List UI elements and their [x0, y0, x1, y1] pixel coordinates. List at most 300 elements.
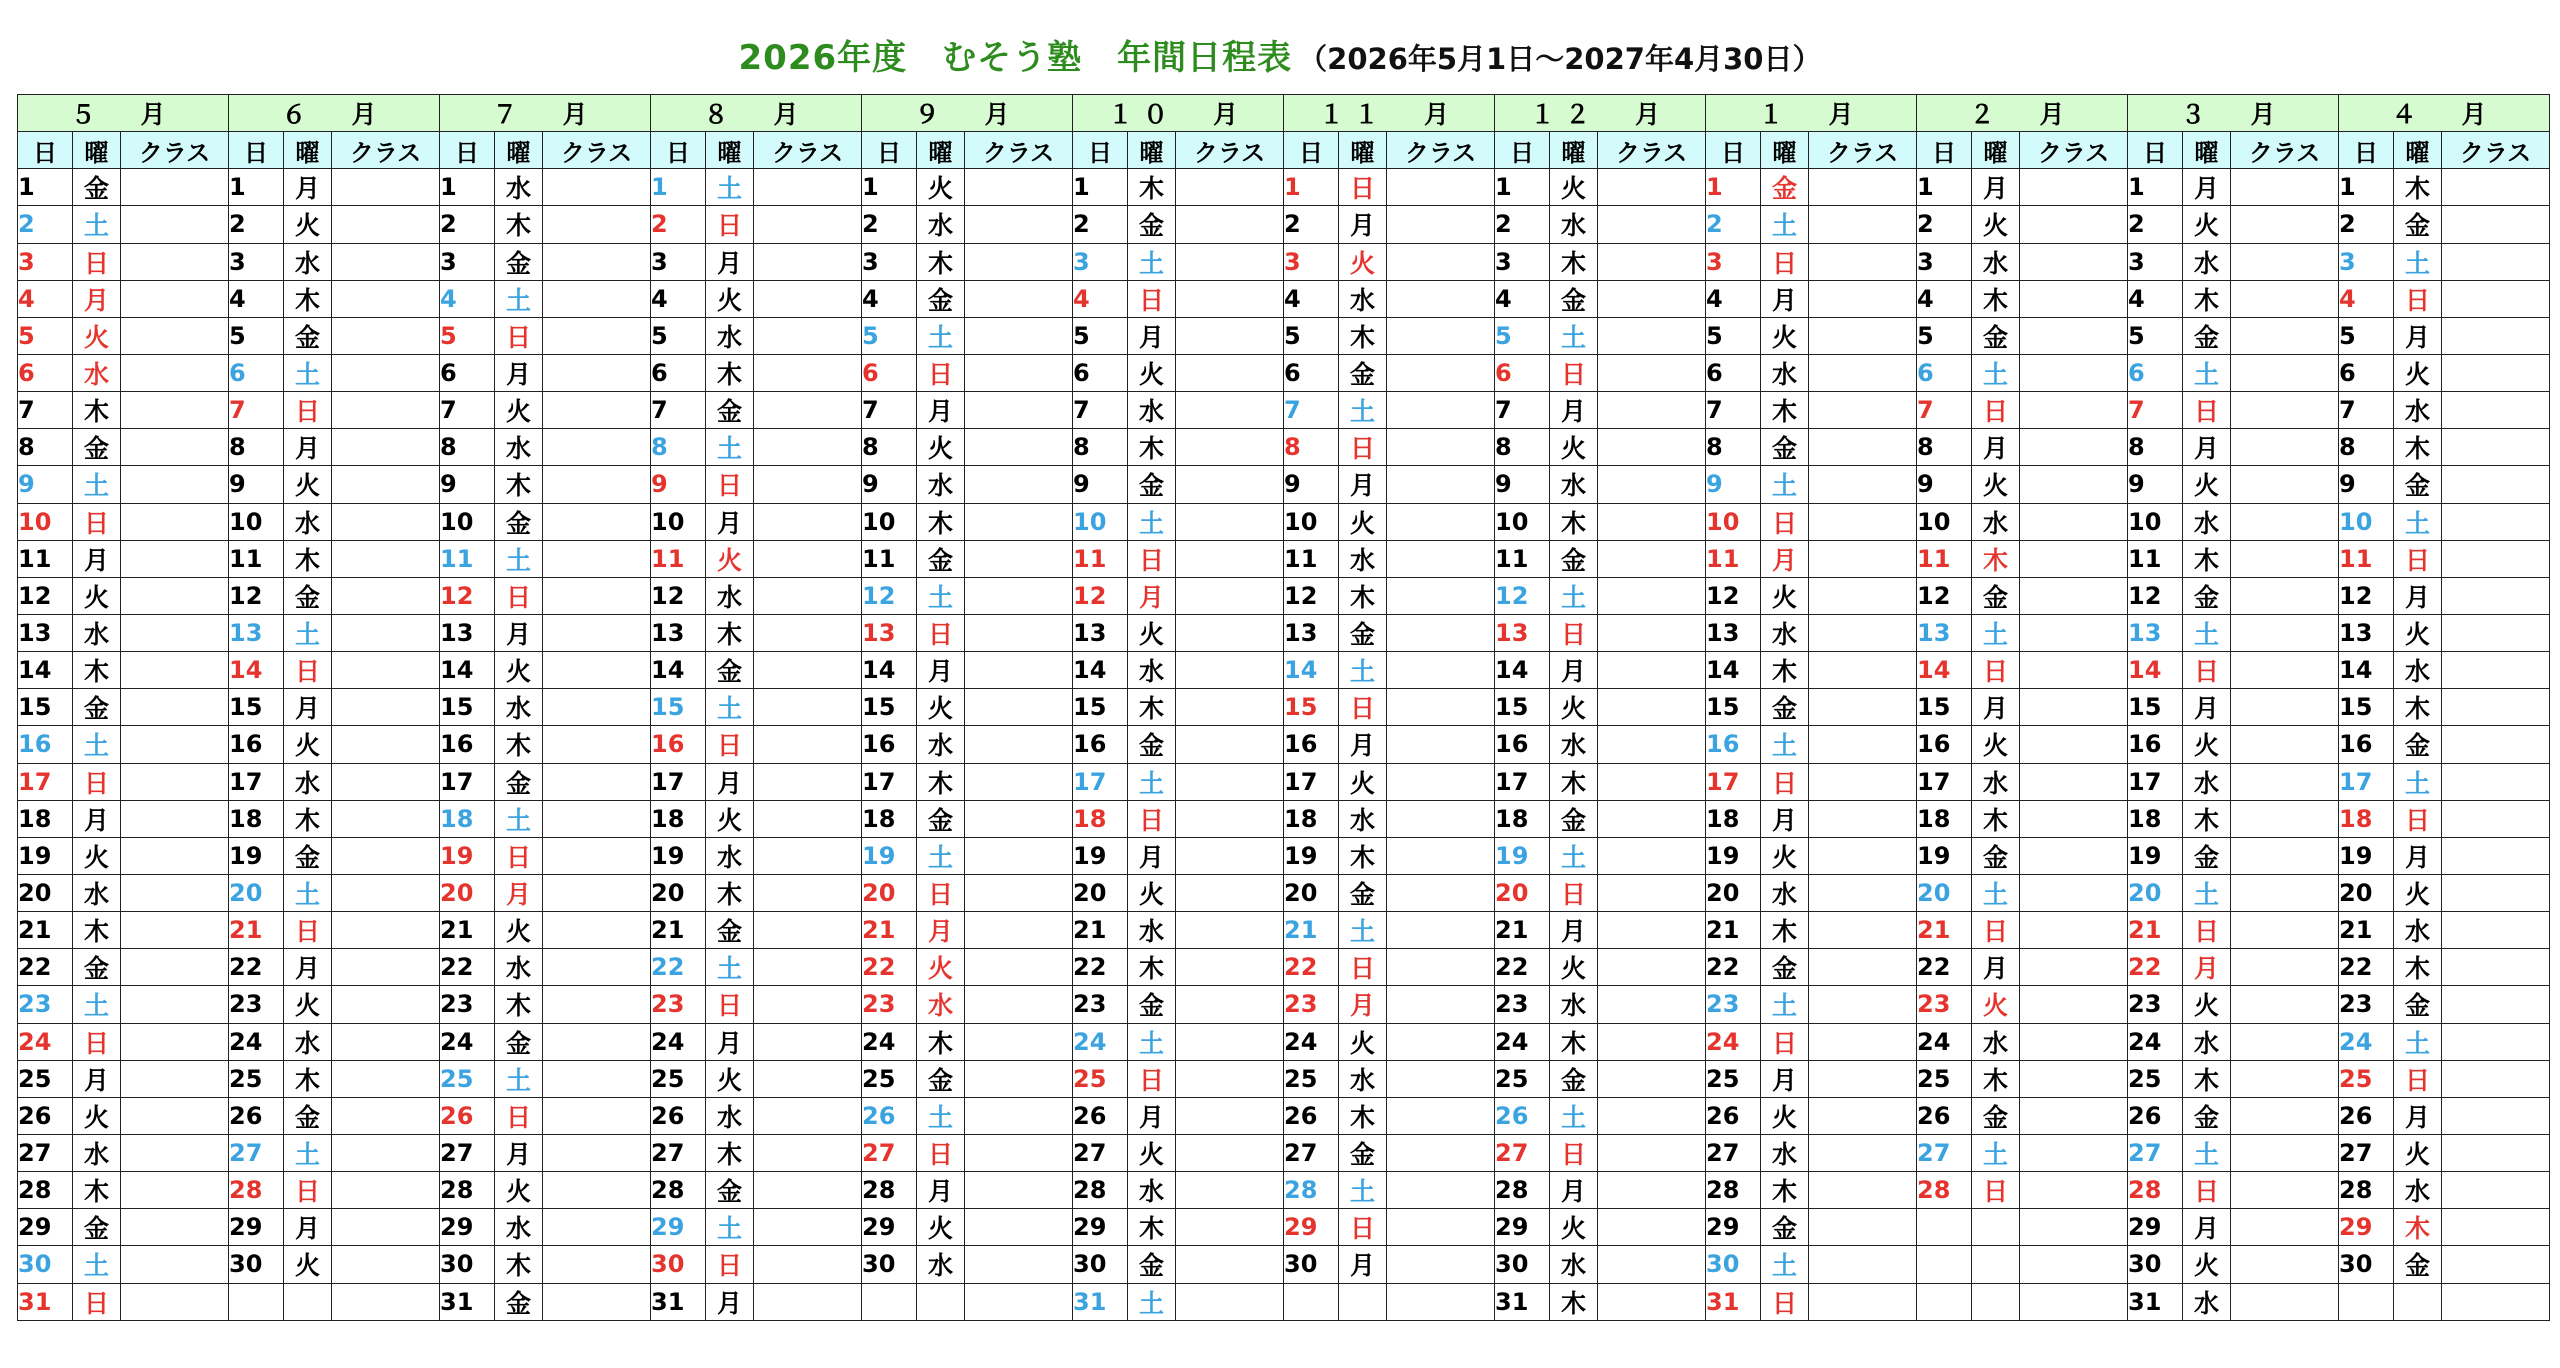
- class-cell[interactable]: [2020, 763, 2128, 800]
- class-cell[interactable]: [965, 837, 1073, 874]
- class-cell[interactable]: [2231, 837, 2339, 874]
- class-cell[interactable]: [1176, 1097, 1284, 1134]
- class-cell[interactable]: [543, 503, 651, 540]
- class-cell[interactable]: [121, 689, 229, 726]
- class-cell[interactable]: [754, 1209, 862, 1246]
- class-cell[interactable]: [965, 726, 1073, 763]
- class-cell[interactable]: [754, 540, 862, 577]
- class-cell[interactable]: [965, 1172, 1073, 1209]
- class-cell[interactable]: [1809, 614, 1917, 651]
- class-cell[interactable]: [754, 689, 862, 726]
- class-cell[interactable]: [1809, 243, 1917, 280]
- class-cell[interactable]: [1176, 206, 1284, 243]
- class-cell[interactable]: [1176, 1060, 1284, 1097]
- class-cell[interactable]: [965, 986, 1073, 1023]
- class-cell[interactable]: [1809, 689, 1917, 726]
- class-cell[interactable]: [121, 206, 229, 243]
- class-cell[interactable]: [1809, 763, 1917, 800]
- class-cell[interactable]: [1176, 577, 1284, 614]
- class-cell[interactable]: [2020, 1172, 2128, 1209]
- class-cell[interactable]: [2231, 800, 2339, 837]
- class-cell[interactable]: [543, 986, 651, 1023]
- class-cell[interactable]: [1387, 354, 1495, 391]
- class-cell[interactable]: [1387, 986, 1495, 1023]
- class-cell[interactable]: [2231, 1283, 2339, 1320]
- class-cell[interactable]: [543, 280, 651, 317]
- class-cell[interactable]: [332, 986, 440, 1023]
- class-cell[interactable]: [332, 614, 440, 651]
- class-cell[interactable]: [2231, 1134, 2339, 1171]
- class-cell[interactable]: [1387, 1134, 1495, 1171]
- class-cell[interactable]: [1598, 763, 1706, 800]
- class-cell[interactable]: [2442, 614, 2550, 651]
- class-cell[interactable]: [2442, 986, 2550, 1023]
- class-cell[interactable]: [2020, 912, 2128, 949]
- class-cell[interactable]: [543, 577, 651, 614]
- class-cell[interactable]: [543, 874, 651, 911]
- class-cell[interactable]: [121, 652, 229, 689]
- class-cell[interactable]: [2231, 466, 2339, 503]
- class-cell[interactable]: [332, 1134, 440, 1171]
- class-cell[interactable]: [1809, 1283, 1917, 1320]
- class-cell[interactable]: [332, 689, 440, 726]
- class-cell[interactable]: [2442, 1134, 2550, 1171]
- class-cell[interactable]: [2442, 466, 2550, 503]
- class-cell[interactable]: [1809, 503, 1917, 540]
- class-cell[interactable]: [754, 243, 862, 280]
- class-cell[interactable]: [2442, 837, 2550, 874]
- class-cell[interactable]: [965, 1134, 1073, 1171]
- class-cell[interactable]: [121, 874, 229, 911]
- class-cell[interactable]: [754, 577, 862, 614]
- class-cell[interactable]: [543, 614, 651, 651]
- class-cell[interactable]: [543, 837, 651, 874]
- class-cell[interactable]: [1387, 949, 1495, 986]
- class-cell[interactable]: [121, 800, 229, 837]
- class-cell[interactable]: [754, 354, 862, 391]
- class-cell[interactable]: [1809, 466, 1917, 503]
- class-cell[interactable]: [121, 1283, 229, 1320]
- class-cell[interactable]: [2231, 577, 2339, 614]
- class-cell[interactable]: [543, 1060, 651, 1097]
- class-cell[interactable]: [1598, 837, 1706, 874]
- class-cell[interactable]: [754, 1060, 862, 1097]
- class-cell[interactable]: [2442, 800, 2550, 837]
- class-cell[interactable]: [1387, 169, 1495, 206]
- class-cell[interactable]: [332, 466, 440, 503]
- class-cell[interactable]: [543, 1023, 651, 1060]
- class-cell[interactable]: [1176, 354, 1284, 391]
- class-cell[interactable]: [754, 1172, 862, 1209]
- class-cell[interactable]: [332, 1172, 440, 1209]
- class-cell[interactable]: [332, 354, 440, 391]
- class-cell[interactable]: [1809, 169, 1917, 206]
- class-cell[interactable]: [2442, 1246, 2550, 1283]
- class-cell[interactable]: [2442, 540, 2550, 577]
- class-cell[interactable]: [1387, 800, 1495, 837]
- class-cell[interactable]: [2231, 317, 2339, 354]
- class-cell[interactable]: [1387, 392, 1495, 429]
- class-cell[interactable]: [2020, 206, 2128, 243]
- class-cell[interactable]: [1809, 986, 1917, 1023]
- class-cell[interactable]: [754, 1246, 862, 1283]
- class-cell[interactable]: [543, 726, 651, 763]
- class-cell[interactable]: [965, 392, 1073, 429]
- class-cell[interactable]: [1598, 243, 1706, 280]
- class-cell[interactable]: [1598, 800, 1706, 837]
- class-cell[interactable]: [1176, 540, 1284, 577]
- class-cell[interactable]: [1809, 392, 1917, 429]
- class-cell[interactable]: [2231, 763, 2339, 800]
- class-cell[interactable]: [121, 577, 229, 614]
- class-cell[interactable]: [2020, 614, 2128, 651]
- class-cell[interactable]: [2020, 1134, 2128, 1171]
- class-cell[interactable]: [1176, 986, 1284, 1023]
- class-cell[interactable]: [2231, 280, 2339, 317]
- class-cell[interactable]: [965, 1283, 1073, 1320]
- class-cell[interactable]: [2020, 280, 2128, 317]
- class-cell[interactable]: [543, 1246, 651, 1283]
- class-cell[interactable]: [543, 652, 651, 689]
- class-cell[interactable]: [332, 726, 440, 763]
- class-cell[interactable]: [2020, 1209, 2128, 1246]
- class-cell[interactable]: [543, 689, 651, 726]
- class-cell[interactable]: [754, 1023, 862, 1060]
- class-cell[interactable]: [543, 1172, 651, 1209]
- class-cell[interactable]: [332, 763, 440, 800]
- class-cell[interactable]: [1809, 837, 1917, 874]
- class-cell[interactable]: [332, 392, 440, 429]
- class-cell[interactable]: [2231, 986, 2339, 1023]
- class-cell[interactable]: [121, 169, 229, 206]
- class-cell[interactable]: [2020, 429, 2128, 466]
- class-cell[interactable]: [1598, 874, 1706, 911]
- class-cell[interactable]: [2231, 1023, 2339, 1060]
- class-cell[interactable]: [1598, 1172, 1706, 1209]
- class-cell[interactable]: [965, 800, 1073, 837]
- class-cell[interactable]: [332, 800, 440, 837]
- class-cell[interactable]: [2020, 689, 2128, 726]
- class-cell[interactable]: [121, 503, 229, 540]
- class-cell[interactable]: [1176, 837, 1284, 874]
- class-cell[interactable]: [2020, 800, 2128, 837]
- class-cell[interactable]: [2020, 466, 2128, 503]
- class-cell[interactable]: [1176, 1023, 1284, 1060]
- class-cell[interactable]: [1598, 429, 1706, 466]
- class-cell[interactable]: [1598, 354, 1706, 391]
- class-cell[interactable]: [754, 726, 862, 763]
- class-cell[interactable]: [1176, 317, 1284, 354]
- class-cell[interactable]: [2020, 317, 2128, 354]
- class-cell[interactable]: [754, 614, 862, 651]
- class-cell[interactable]: [754, 837, 862, 874]
- class-cell[interactable]: [543, 1097, 651, 1134]
- class-cell[interactable]: [1598, 689, 1706, 726]
- class-cell[interactable]: [2231, 429, 2339, 466]
- class-cell[interactable]: [965, 1246, 1073, 1283]
- class-cell[interactable]: [754, 1134, 862, 1171]
- class-cell[interactable]: [965, 1209, 1073, 1246]
- class-cell[interactable]: [2020, 243, 2128, 280]
- class-cell[interactable]: [754, 503, 862, 540]
- class-cell[interactable]: [2231, 392, 2339, 429]
- class-cell[interactable]: [1809, 280, 1917, 317]
- class-cell[interactable]: [1176, 800, 1284, 837]
- class-cell[interactable]: [1809, 1246, 1917, 1283]
- class-cell[interactable]: [2442, 1209, 2550, 1246]
- class-cell[interactable]: [543, 392, 651, 429]
- class-cell[interactable]: [1176, 169, 1284, 206]
- class-cell[interactable]: [543, 429, 651, 466]
- class-cell[interactable]: [1387, 1172, 1495, 1209]
- class-cell[interactable]: [332, 874, 440, 911]
- class-cell[interactable]: [1176, 949, 1284, 986]
- class-cell[interactable]: [1387, 243, 1495, 280]
- class-cell[interactable]: [2020, 169, 2128, 206]
- class-cell[interactable]: [1809, 317, 1917, 354]
- class-cell[interactable]: [332, 912, 440, 949]
- class-cell[interactable]: [1387, 763, 1495, 800]
- class-cell[interactable]: [2020, 949, 2128, 986]
- class-cell[interactable]: [2020, 577, 2128, 614]
- class-cell[interactable]: [2442, 1023, 2550, 1060]
- class-cell[interactable]: [2442, 1283, 2550, 1320]
- class-cell[interactable]: [543, 1283, 651, 1320]
- class-cell[interactable]: [2020, 986, 2128, 1023]
- class-cell[interactable]: [2442, 503, 2550, 540]
- class-cell[interactable]: [121, 986, 229, 1023]
- class-cell[interactable]: [332, 503, 440, 540]
- class-cell[interactable]: [121, 243, 229, 280]
- class-cell[interactable]: [1387, 1283, 1495, 1320]
- class-cell[interactable]: [965, 874, 1073, 911]
- class-cell[interactable]: [2020, 1097, 2128, 1134]
- class-cell[interactable]: [965, 912, 1073, 949]
- class-cell[interactable]: [332, 837, 440, 874]
- class-cell[interactable]: [1387, 1023, 1495, 1060]
- class-cell[interactable]: [754, 1283, 862, 1320]
- class-cell[interactable]: [754, 986, 862, 1023]
- class-cell[interactable]: [1598, 577, 1706, 614]
- class-cell[interactable]: [332, 1283, 440, 1320]
- class-cell[interactable]: [965, 949, 1073, 986]
- class-cell[interactable]: [1809, 912, 1917, 949]
- class-cell[interactable]: [121, 837, 229, 874]
- class-cell[interactable]: [1598, 1246, 1706, 1283]
- class-cell[interactable]: [754, 169, 862, 206]
- class-cell[interactable]: [1598, 206, 1706, 243]
- class-cell[interactable]: [965, 206, 1073, 243]
- class-cell[interactable]: [332, 1097, 440, 1134]
- class-cell[interactable]: [543, 912, 651, 949]
- class-cell[interactable]: [965, 1023, 1073, 1060]
- class-cell[interactable]: [332, 206, 440, 243]
- class-cell[interactable]: [1387, 874, 1495, 911]
- class-cell[interactable]: [1809, 1097, 1917, 1134]
- class-cell[interactable]: [2442, 243, 2550, 280]
- class-cell[interactable]: [2020, 874, 2128, 911]
- class-cell[interactable]: [2442, 1060, 2550, 1097]
- class-cell[interactable]: [754, 280, 862, 317]
- class-cell[interactable]: [1809, 949, 1917, 986]
- class-cell[interactable]: [1387, 540, 1495, 577]
- class-cell[interactable]: [965, 1060, 1073, 1097]
- class-cell[interactable]: [2442, 763, 2550, 800]
- class-cell[interactable]: [754, 912, 862, 949]
- class-cell[interactable]: [2231, 726, 2339, 763]
- class-cell[interactable]: [1809, 726, 1917, 763]
- class-cell[interactable]: [754, 652, 862, 689]
- class-cell[interactable]: [1176, 652, 1284, 689]
- class-cell[interactable]: [543, 763, 651, 800]
- class-cell[interactable]: [121, 354, 229, 391]
- class-cell[interactable]: [332, 280, 440, 317]
- class-cell[interactable]: [543, 206, 651, 243]
- class-cell[interactable]: [332, 540, 440, 577]
- class-cell[interactable]: [1176, 503, 1284, 540]
- class-cell[interactable]: [1176, 1134, 1284, 1171]
- class-cell[interactable]: [121, 540, 229, 577]
- class-cell[interactable]: [2442, 169, 2550, 206]
- class-cell[interactable]: [1809, 874, 1917, 911]
- class-cell[interactable]: [121, 1209, 229, 1246]
- class-cell[interactable]: [1598, 1134, 1706, 1171]
- class-cell[interactable]: [332, 1023, 440, 1060]
- class-cell[interactable]: [543, 243, 651, 280]
- class-cell[interactable]: [2231, 912, 2339, 949]
- class-cell[interactable]: [2442, 689, 2550, 726]
- class-cell[interactable]: [332, 1246, 440, 1283]
- class-cell[interactable]: [332, 949, 440, 986]
- class-cell[interactable]: [543, 169, 651, 206]
- class-cell[interactable]: [2231, 1097, 2339, 1134]
- class-cell[interactable]: [1176, 466, 1284, 503]
- class-cell[interactable]: [121, 1134, 229, 1171]
- class-cell[interactable]: [754, 392, 862, 429]
- class-cell[interactable]: [121, 614, 229, 651]
- class-cell[interactable]: [121, 1246, 229, 1283]
- class-cell[interactable]: [1176, 912, 1284, 949]
- class-cell[interactable]: [1176, 874, 1284, 911]
- class-cell[interactable]: [1809, 1134, 1917, 1171]
- class-cell[interactable]: [121, 429, 229, 466]
- class-cell[interactable]: [543, 1209, 651, 1246]
- class-cell[interactable]: [1387, 466, 1495, 503]
- class-cell[interactable]: [2231, 503, 2339, 540]
- class-cell[interactable]: [1598, 1023, 1706, 1060]
- class-cell[interactable]: [965, 577, 1073, 614]
- class-cell[interactable]: [1176, 763, 1284, 800]
- class-cell[interactable]: [1598, 169, 1706, 206]
- class-cell[interactable]: [965, 429, 1073, 466]
- class-cell[interactable]: [2231, 1246, 2339, 1283]
- class-cell[interactable]: [965, 280, 1073, 317]
- class-cell[interactable]: [2231, 206, 2339, 243]
- class-cell[interactable]: [754, 317, 862, 354]
- class-cell[interactable]: [2231, 689, 2339, 726]
- class-cell[interactable]: [754, 1097, 862, 1134]
- class-cell[interactable]: [1387, 912, 1495, 949]
- class-cell[interactable]: [2020, 354, 2128, 391]
- class-cell[interactable]: [543, 1134, 651, 1171]
- class-cell[interactable]: [2442, 280, 2550, 317]
- class-cell[interactable]: [754, 206, 862, 243]
- class-cell[interactable]: [1387, 429, 1495, 466]
- class-cell[interactable]: [2442, 912, 2550, 949]
- class-cell[interactable]: [2442, 1097, 2550, 1134]
- class-cell[interactable]: [1598, 652, 1706, 689]
- class-cell[interactable]: [1176, 726, 1284, 763]
- class-cell[interactable]: [121, 1172, 229, 1209]
- class-cell[interactable]: [121, 392, 229, 429]
- class-cell[interactable]: [2020, 540, 2128, 577]
- class-cell[interactable]: [543, 949, 651, 986]
- class-cell[interactable]: [965, 763, 1073, 800]
- class-cell[interactable]: [2020, 1060, 2128, 1097]
- class-cell[interactable]: [1809, 577, 1917, 614]
- class-cell[interactable]: [121, 726, 229, 763]
- class-cell[interactable]: [1598, 280, 1706, 317]
- class-cell[interactable]: [2442, 949, 2550, 986]
- class-cell[interactable]: [2231, 949, 2339, 986]
- class-cell[interactable]: [1809, 206, 1917, 243]
- class-cell[interactable]: [1809, 1023, 1917, 1060]
- class-cell[interactable]: [121, 1060, 229, 1097]
- class-cell[interactable]: [1387, 206, 1495, 243]
- class-cell[interactable]: [2231, 243, 2339, 280]
- class-cell[interactable]: [2020, 1246, 2128, 1283]
- class-cell[interactable]: [965, 503, 1073, 540]
- class-cell[interactable]: [1176, 1283, 1284, 1320]
- class-cell[interactable]: [1598, 540, 1706, 577]
- class-cell[interactable]: [754, 466, 862, 503]
- class-cell[interactable]: [1176, 429, 1284, 466]
- class-cell[interactable]: [1598, 466, 1706, 503]
- class-cell[interactable]: [1387, 1060, 1495, 1097]
- class-cell[interactable]: [332, 1209, 440, 1246]
- class-cell[interactable]: [2442, 354, 2550, 391]
- class-cell[interactable]: [1176, 614, 1284, 651]
- class-cell[interactable]: [2442, 577, 2550, 614]
- class-cell[interactable]: [2442, 392, 2550, 429]
- class-cell[interactable]: [965, 466, 1073, 503]
- class-cell[interactable]: [543, 354, 651, 391]
- class-cell[interactable]: [2442, 726, 2550, 763]
- class-cell[interactable]: [121, 949, 229, 986]
- class-cell[interactable]: [543, 800, 651, 837]
- class-cell[interactable]: [1176, 243, 1284, 280]
- class-cell[interactable]: [1387, 614, 1495, 651]
- class-cell[interactable]: [2442, 206, 2550, 243]
- class-cell[interactable]: [1809, 800, 1917, 837]
- class-cell[interactable]: [121, 1023, 229, 1060]
- class-cell[interactable]: [2020, 652, 2128, 689]
- class-cell[interactable]: [2020, 1283, 2128, 1320]
- class-cell[interactable]: [754, 763, 862, 800]
- class-cell[interactable]: [1387, 577, 1495, 614]
- class-cell[interactable]: [1387, 503, 1495, 540]
- class-cell[interactable]: [1387, 280, 1495, 317]
- class-cell[interactable]: [1176, 280, 1284, 317]
- class-cell[interactable]: [965, 169, 1073, 206]
- class-cell[interactable]: [2442, 1172, 2550, 1209]
- class-cell[interactable]: [1598, 949, 1706, 986]
- class-cell[interactable]: [332, 169, 440, 206]
- class-cell[interactable]: [2442, 429, 2550, 466]
- class-cell[interactable]: [2231, 1172, 2339, 1209]
- class-cell[interactable]: [1387, 726, 1495, 763]
- class-cell[interactable]: [2231, 169, 2339, 206]
